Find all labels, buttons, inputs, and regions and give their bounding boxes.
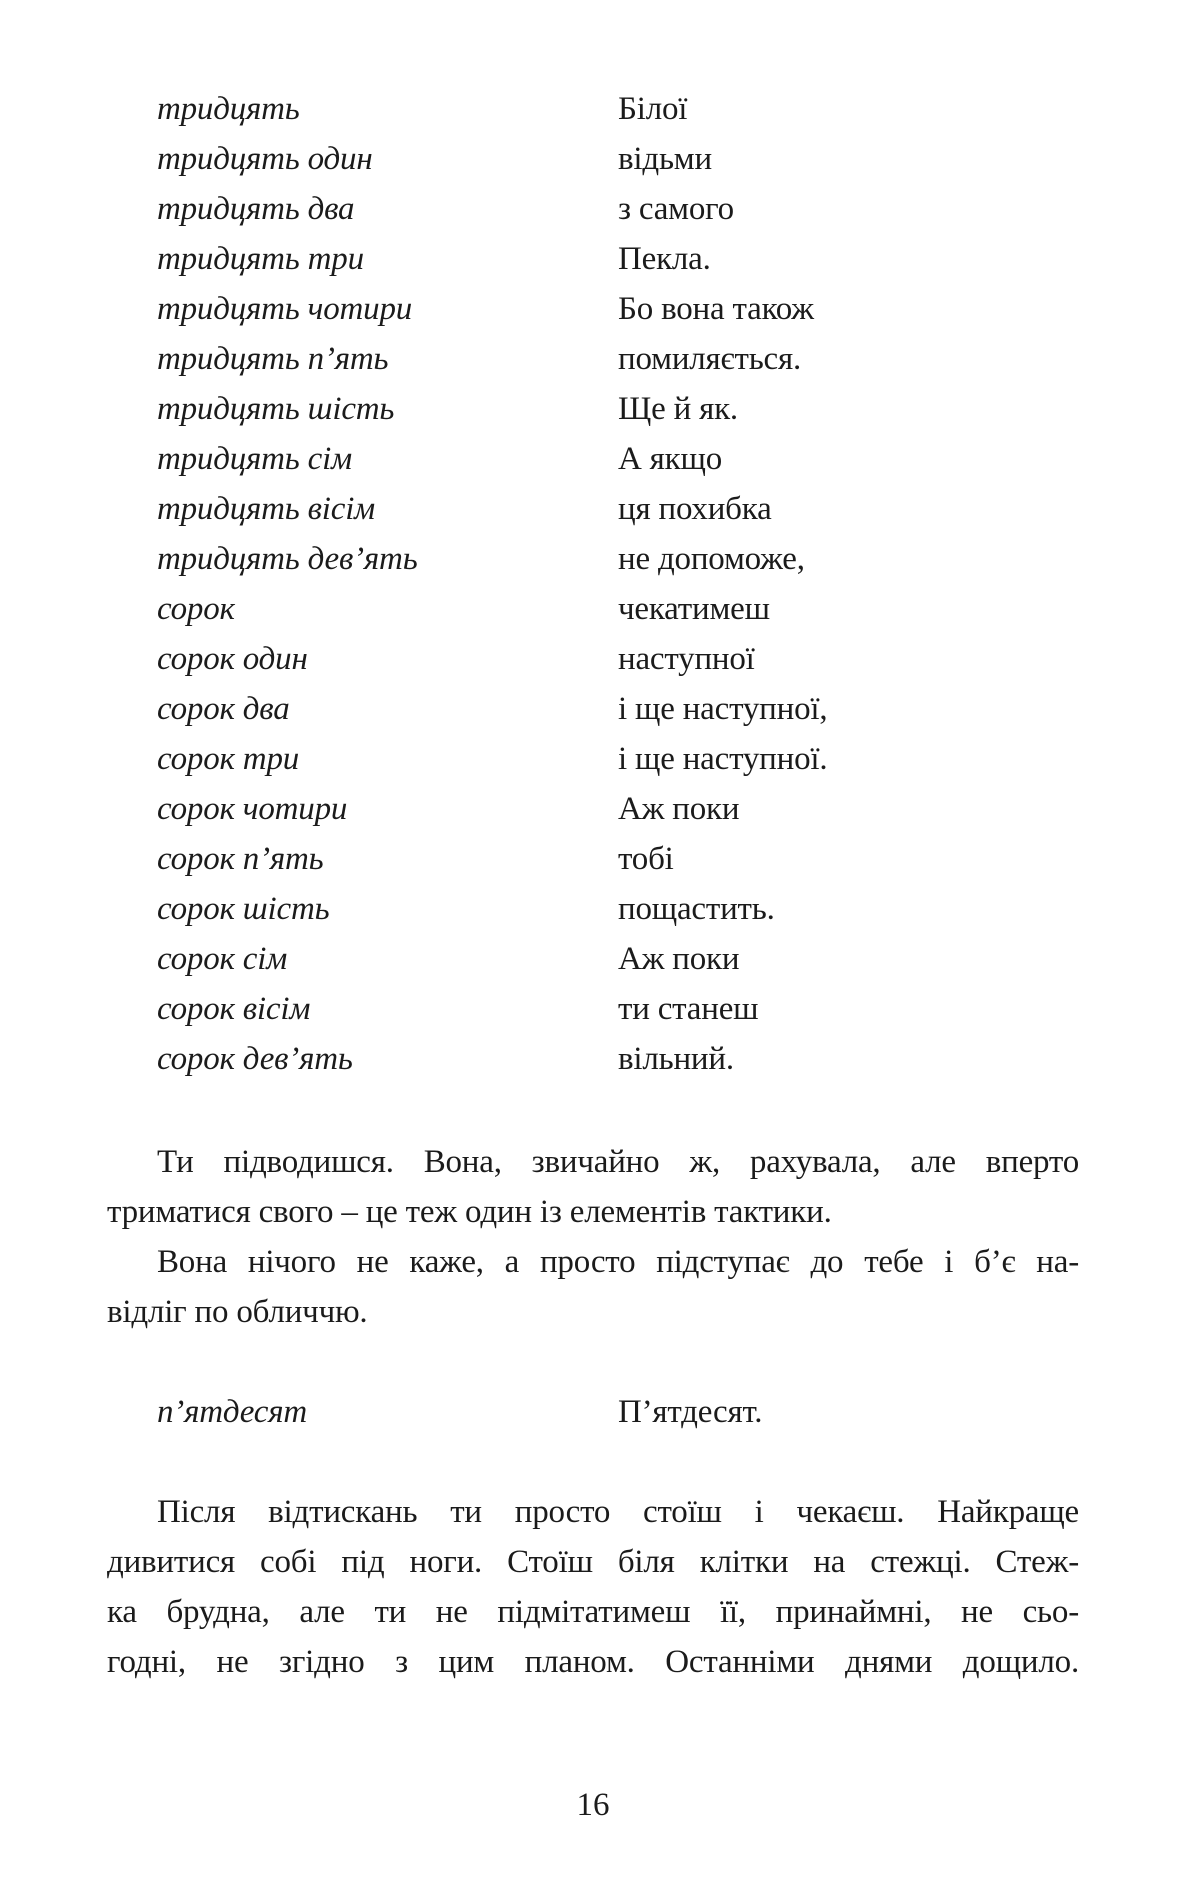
count-word: сорок три [157, 741, 300, 777]
counting-row [107, 734, 1079, 784]
count-word: сорок сім [157, 941, 288, 977]
verse-line: тобі [618, 841, 674, 877]
counting-row [107, 934, 1079, 984]
verse-line: відьми [618, 141, 712, 177]
count-word: тридцять дев’ять [157, 541, 418, 577]
count-word: тридцять шість [157, 391, 395, 427]
count-word: сорок чотири [157, 791, 348, 827]
prose-line: годні, не згідно з цим планом. Останніми днями дощило. [107, 1644, 1079, 1680]
count-word: тридцять вісім [157, 491, 376, 527]
verse-line: Аж поки [618, 791, 740, 827]
verse-line: Пекла. [618, 241, 711, 277]
verse-line: не допоможе, [618, 541, 805, 577]
verse-line: з самого [618, 191, 734, 227]
verse-line: чекатимеш [618, 591, 770, 627]
verse-line: ти станеш [618, 991, 759, 1027]
count-word: сорок дев’ять [157, 1041, 353, 1077]
count-word: сорок один [157, 641, 308, 677]
counting-row [107, 1387, 1079, 1437]
counting-row [107, 584, 1079, 634]
verse-line: і ще наступної, [618, 691, 828, 727]
prose-line: Вона нічого не каже, а просто підступає до тебе і б’є на- [157, 1244, 1079, 1280]
verse-line: Аж поки [618, 941, 740, 977]
verse-line: наступної [618, 641, 755, 677]
prose-line: відліг по обличчю. [107, 1294, 368, 1330]
count-word: сорок шість [157, 891, 330, 927]
count-word: тридцять сім [157, 441, 352, 477]
verse-line: П’ятдесят. [618, 1394, 763, 1430]
prose-line: триматися свого – це теж один із елементів тактики. [107, 1194, 832, 1230]
count-word: сорок два [157, 691, 290, 727]
count-word: тридцять чотири [157, 291, 413, 327]
count-word: тридцять [157, 91, 300, 127]
count-word: сорок п’ять [157, 841, 324, 877]
counting-row [107, 84, 1079, 134]
counting-row [107, 284, 1079, 334]
prose-line: дивитися собі під ноги. Стоїш біля клітки на стежці. Стеж- [107, 1544, 1079, 1580]
counting-row [107, 234, 1079, 284]
counting-row [107, 484, 1079, 534]
counting-row [107, 184, 1079, 234]
verse-line: Ще й як. [618, 391, 738, 427]
counting-row [107, 834, 1079, 884]
count-word: п’ятдесят [157, 1394, 307, 1430]
text-block [107, 0, 1079, 1825]
counting-row [107, 134, 1079, 184]
counting-row [107, 884, 1079, 934]
count-word: сорок [157, 591, 235, 627]
counting-row [107, 384, 1079, 434]
counting-row [107, 534, 1079, 584]
verse-line: і ще наступної. [618, 741, 828, 777]
prose-block-1 [107, 1137, 1079, 1337]
counting-row [107, 434, 1079, 484]
verse-line: А якщо [618, 441, 723, 477]
count-word: тридцять два [157, 191, 355, 227]
page-number: 16 [576, 1787, 610, 1823]
prose-line: Ти підводишся. Вона, звичайно ж, рахувала, але вперто [157, 1144, 1079, 1180]
verse-line: пощастить. [618, 891, 775, 927]
count-word: тридцять один [157, 141, 373, 177]
counting-row [107, 784, 1079, 834]
prose-block-2 [107, 1487, 1079, 1687]
fifty-row-section [107, 1387, 1079, 1437]
counting-row [107, 1034, 1079, 1084]
count-word: сорок вісім [157, 991, 311, 1027]
verse-line: ця похибка [618, 491, 772, 527]
prose-line: ка брудна, але ти не підмітатимеш її, принаймні, не сьо- [107, 1594, 1079, 1630]
verse-line: помиляється. [618, 341, 802, 377]
verse-line: Білої [618, 91, 688, 127]
verse-line: Бо вона також [618, 291, 814, 327]
counting-row [107, 334, 1079, 384]
count-word: тридцять три [157, 241, 364, 277]
prose-line: Після відтискань ти просто стоїш і чекаєш. Найкраще [157, 1494, 1079, 1530]
verse-line: вільний. [618, 1041, 734, 1077]
counting-row [107, 984, 1079, 1034]
counting-poem-section [107, 84, 1079, 1084]
counting-row [107, 634, 1079, 684]
count-word: тридцять п’ять [157, 341, 389, 377]
counting-row [107, 684, 1079, 734]
